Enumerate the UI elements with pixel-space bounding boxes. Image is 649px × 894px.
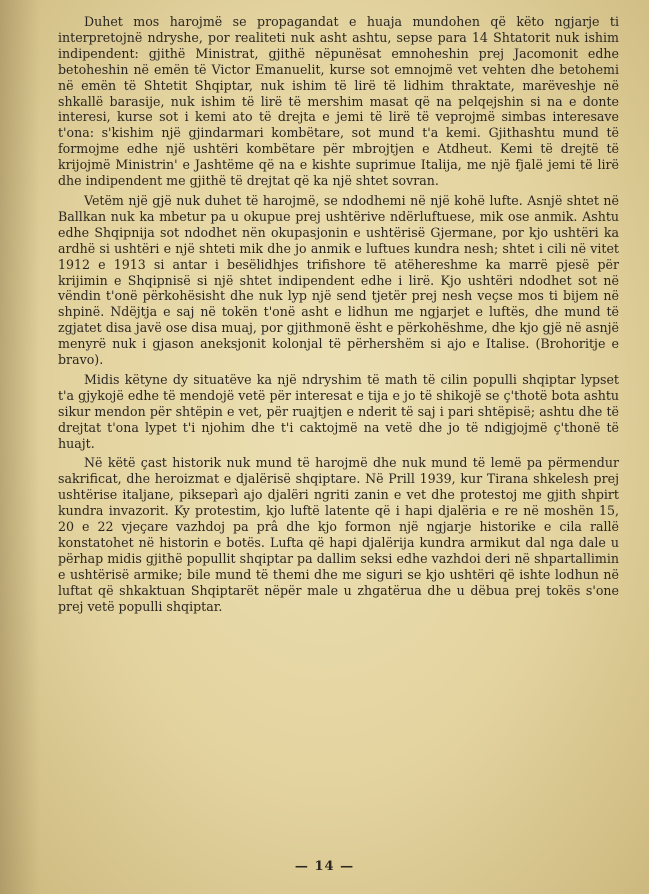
paragraph-3: Midis këtyne dy situatëve ka një ndryshim të math të cilin populli shqiptar lypset t'a gjykojë edhe të mendojë vetë për interesat e tija e jo të shikojë se ç'thotë bota ashtu sikur mendon për shtëpin e vet, për ruajtjen e nderit të saj i pari shtëpisë; ashtu dhe të drejtat t'ona lypet t'i njohim dhe t'i caktojmë na vetë dhe jo të ndigjojmë ç'thonë të huajt. [58, 371, 619, 451]
body-text [58, 14, 619, 615]
paragraph-1: Duhet mos harojmë se propagandat e huaja mundohen që këto ngjarje ti interpretojnë ndryshe, por realiteti nuk asht ashtu, sepse para 14 Shtatorit nuk ishim indipendent: gjithë Ministrat, gjithë nëpunësat emnoheshin prej Jacomonit edhe betoheshin në emën të Victor Emanuelit, kurse sot emnojmë vet vehten dhe betohemi në emën të Shtetit Shqiptar, nuk ishim të lirë të lidhim thraktate, marëveshje në shkallë barasije, nuk ishim të lirë të mershim masat që na pelqejshin si na e donte interesi, kurse sot i kemi ato të drejta e jemi të lirë të veprojmë simbas interesave t'ona: s'kishim një gjindarmari kombëtare, sot mund t'a kemi. Gjithashtu mund të formojme edhe një ushtëri kombëtare për mbrojtjen e Atdheut. Kemi të drejtë të krijojmë Ministrin' e Jashtëme që na e kishte suprimue Italija, me një fjalë jemi të lirë dhe indipendent me gjithë të drejtat që ka një shtet sovran. [58, 14, 619, 189]
paragraph-2: Vetëm një gjë nuk duhet të harojmë, se ndodhemi në një kohë lufte. Asnjë shtet në Ballkan nuk ka mbetur pa u okupue prej ushtërive ndërluftuese, mik ose anmik. Ashtu edhe Shqipnija sot ndodhet nën okupasjonin e ushtërisë Gjermane, por kjo ushtëri ka ardhë si ushtëri e një shteti mik dhe jo anmik e luftues kundra nesh; shtet i cili në vitet 1912 e 1913 si antar i besëlidhjes trifishore të atëhereshme ka marrë pjesë për krijimin e Shqipnisë si një shtet indipendent edhe i lirë. Kjo ushtëri ndodhet sot në vëndin t'onë përkohësisht dhe nuk lyp një send tjetër prej nesh veçse mos ti bijem në shpinë. Ndëjtja e saj në tokën t'onë asht e lidhun me ngjarjet e luftës, dhe mund të zgjatet disa javë ose disa muaj, por gjithmonë ësht e përkohëshme, dhe kjo gjë në asnjë menyrë nuk i gjason aneksjonit kolonjal të përhershëm si ajo e Italise. (Brohoritje e bravo). [58, 192, 619, 368]
binding-shadow [0, 0, 40, 894]
paragraph-4: Në këtë çast historik nuk mund të harojmë dhe nuk mund të lemë pa përmendur sakrificat, dhe heroizmat e djalërisë shqiptare. Në Prill 1939, kur Tirana shkelesh prej ushtërise italjane, pikseparì ajo djalëri ngriti zanin e vet dhe protestoj me gjith shpirt kundra invazorit. Ky protestim, kjo luftë latente që i hapi djalëria e re në moshën 15, 20 e 22 vjeçare vazhdoj pa prâ dhe kjo formon një ngjarje historike e cila rallë konstatohet në historin e botës. Lufta që hapi djalërija kundra armikut dal nga dale u përhap midis gjithë popullit shqiptar pa dallim seksi edhe vazhdoi deri në shpartallimin e ushtërisë armike; bile mund të themi dhe me siguri se kjo ushtëri që ishte lodhun në luftat që shkaktuan Shqiptarët nëpër male u zhgatërua dhe u dëbua prej tokës s'one prej vetë populli shqiptar. [58, 455, 619, 614]
page-number: — 14 — [294, 859, 355, 874]
